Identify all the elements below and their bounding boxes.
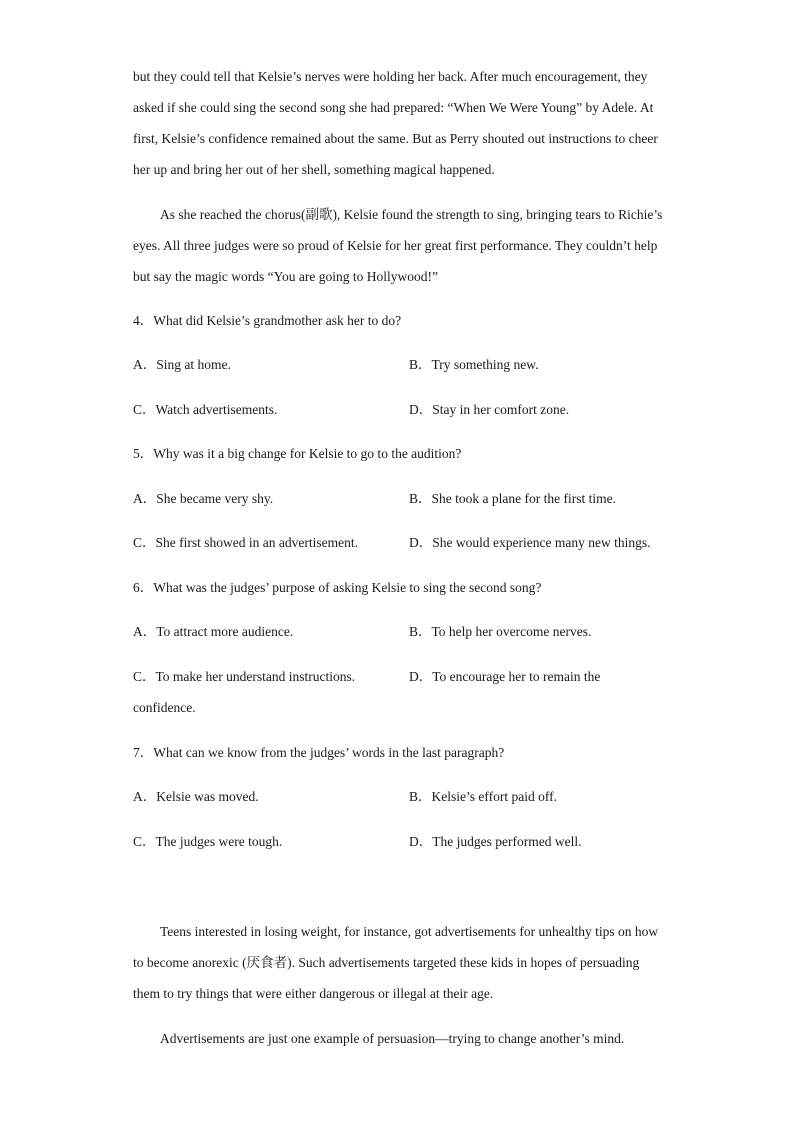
option-d-continuation: confidence. bbox=[133, 700, 196, 715]
option-d: D．She would experience many new things. bbox=[409, 535, 651, 550]
question-stem: 5．Why was it a big change for Kelsie to go to the audition? bbox=[133, 446, 462, 461]
option-d: D．The judges performed well. bbox=[409, 834, 582, 849]
passage-paragraph: Advertisements are just one example of persuasion—trying to change another’s mind. bbox=[160, 1031, 625, 1046]
option-b: B．To help her overcome nerves. bbox=[409, 624, 592, 639]
passage-paragraph: As she reached the chorus(副歌), Kelsie found the strength to sing, bringing tears to Richie’s eyes. All three judges were so proud of Kelsie for her great first performance. They couldn’t help but say the magic words “You are going to Hollywood!” bbox=[133, 207, 663, 284]
passage-paragraph: but they could tell that Kelsie’s nerves were holding her back. After much encouragement, they asked if she could sing the second song she had prepared: “When We Were Young” by Adele. At first, Kelsie’s confidence remained about the same. But as Perry shouted out instructions to cheer her up and bring her out of her shell, something magical happened. bbox=[133, 69, 658, 177]
option-c: C．The judges were tough. bbox=[133, 834, 283, 849]
option-c: C．She first showed in an advertisement. bbox=[133, 535, 358, 550]
question-stem: 4．What did Kelsie’s grandmother ask her to do? bbox=[133, 313, 402, 328]
option-b: B．Kelsie’s effort paid off. bbox=[409, 789, 557, 804]
question-stem: 6．What was the judges’ purpose of asking Kelsie to sing the second song? bbox=[133, 580, 542, 595]
option-b: B．Try something new. bbox=[409, 357, 539, 372]
option-c: C．To make her understand instructions. bbox=[133, 669, 356, 684]
option-d: D．To encourage her to remain the bbox=[409, 669, 601, 684]
option-a: A．She became very shy. bbox=[133, 491, 274, 506]
option-b: B．She took a plane for the first time. bbox=[409, 491, 616, 506]
question-stem: 7．What can we know from the judges’ words in the last paragraph? bbox=[133, 745, 505, 760]
option-a: A．To attract more audience. bbox=[133, 624, 294, 639]
option-c: C．Watch advertisements. bbox=[133, 402, 278, 417]
option-d: D．Stay in her comfort zone. bbox=[409, 402, 570, 417]
passage-paragraph: Teens interested in losing weight, for instance, got advertisements for unhealthy tips on how to become anorexic (厌食者). Such advertisements targeted these kids in hopes of persuading them to try things that were either dangerous or illegal at their age. bbox=[133, 924, 659, 1001]
option-a: A．Kelsie was moved. bbox=[133, 789, 259, 804]
option-a: A．Sing at home. bbox=[133, 357, 231, 372]
